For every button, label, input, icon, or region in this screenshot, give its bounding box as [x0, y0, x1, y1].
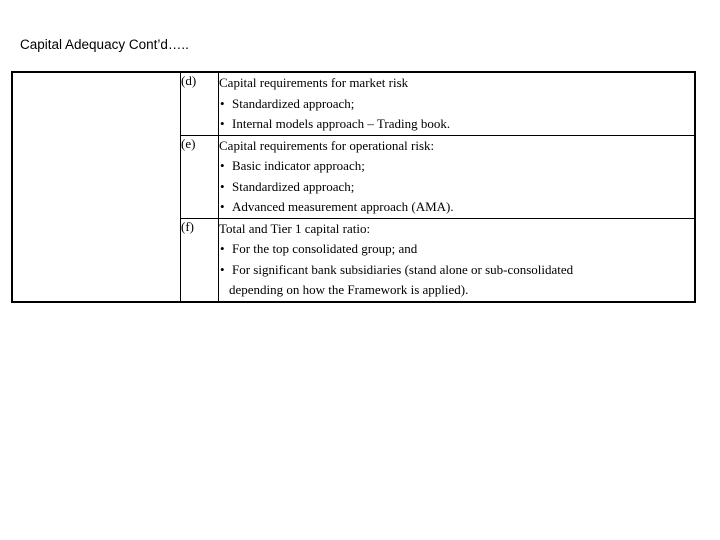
bullet-icon: •: [220, 178, 225, 194]
list-item: • For the top consolidated group; and: [219, 239, 694, 260]
row-content: [219, 135, 696, 218]
row-heading: Capital requirements for market risk: [219, 75, 409, 90]
list-item: • Advanced measurement approach (AMA).: [219, 197, 694, 218]
list-item-continuation: depending on how the Framework is applied).: [229, 282, 469, 297]
list-item: • Standardized approach;: [219, 94, 694, 115]
list-item: • Basic indicator approach;: [219, 156, 694, 177]
bullet-icon: •: [220, 95, 225, 111]
bullet-icon: •: [220, 261, 225, 277]
requirements-table: [11, 71, 696, 303]
list-item: • Standardized approach;: [219, 177, 694, 198]
blank-column: [12, 72, 181, 302]
bullet-icon: •: [220, 158, 225, 173]
row-letter: (e): [181, 135, 219, 218]
row-content: [219, 72, 696, 135]
bullet-icon: •: [220, 116, 225, 131]
list-item: • For significant bank subsidiaries (stand alone or sub-consolidated: [219, 260, 694, 281]
list-item: • Internal models approach – Trading book.: [219, 114, 694, 135]
row-letter: (d): [181, 72, 219, 135]
row-heading: Capital requirements for operational risk:: [219, 137, 435, 153]
row-letter: (f): [181, 218, 219, 302]
bullet-icon: •: [220, 199, 225, 214]
page-title: Capital Adequacy Cont’d…..: [20, 37, 189, 52]
row-heading: Total and Tier 1 capital ratio:: [219, 220, 371, 236]
bullet-icon: •: [220, 241, 225, 256]
row-content: [219, 218, 696, 302]
table-row: [12, 72, 695, 135]
